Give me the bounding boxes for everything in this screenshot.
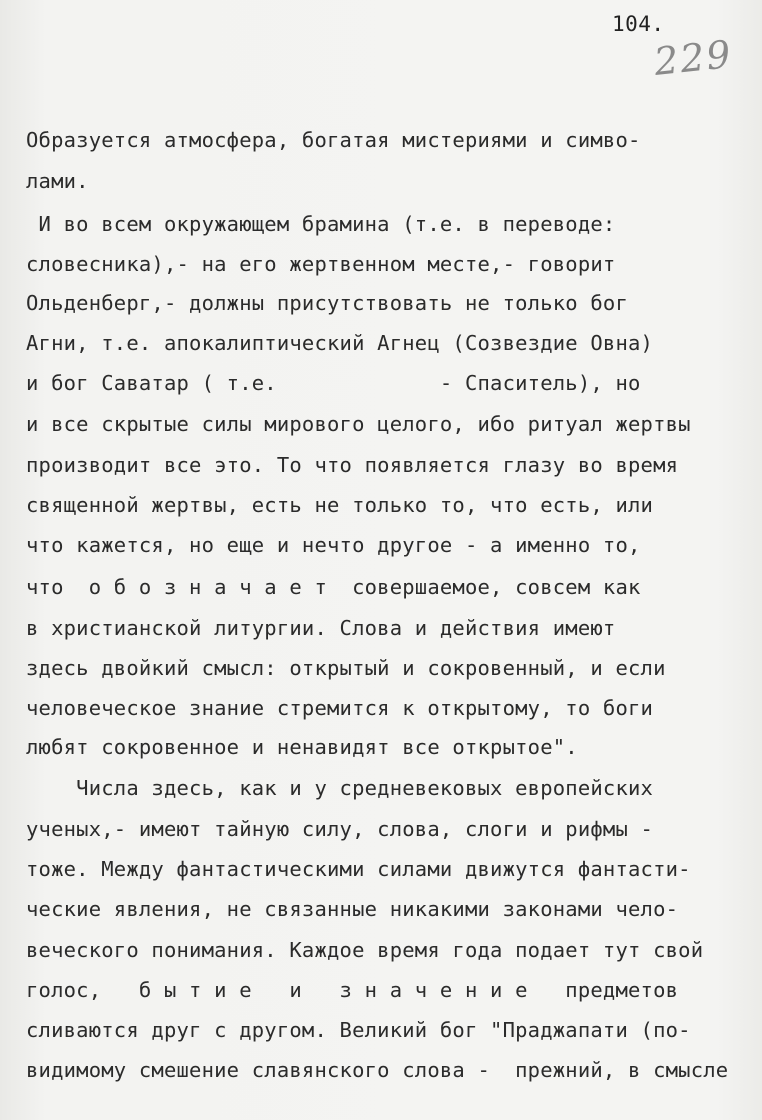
text-line: Образуется атмосфера, богатая мистериями и симво- [26,128,641,152]
text-line: голос, б ы т и е и з н а ч е н и е предметов [26,978,679,1002]
text-line: и бог Саватар ( т.е. - Спаситель), но [26,371,641,395]
page-number: 104. [612,12,665,36]
text-line: тоже. Между фантастическими силами движутся фантасти- [26,857,691,881]
text-line: словесника),- на его жертвенном месте,- говорит [26,252,616,276]
text-line: сливаются друг с другом. Великий бог "Праджапати (по- [26,1018,691,1042]
text-line: что кажется, но еще и нечто другое - а именно то, [26,533,641,557]
text-line: лами. [26,169,89,193]
text-line: производит все это. То что появляется глазу во время [26,453,679,477]
text-line: любят сокровенное и ненавидят все открытое". [26,735,578,759]
text-line: ческие явления, не связанные никакими законами чело- [26,897,679,921]
text-line: видимому смешение славянского слова - прежний, в смысле [26,1058,729,1082]
text-line: ученых,- имеют тайную силу, слова, слоги и рифмы - [26,817,654,841]
text-line: Агни, т.е. апокалиптический Агнец (Созвездие Овна) [26,331,654,355]
text-line: что о б о з н а ч а е т совершаемое, совсем как [26,575,641,599]
text-line: и все скрытые силы мирового целого, ибо ритуал жертвы [26,412,691,436]
text-line: в христианской литургии. Слова и действия имеют [26,616,616,640]
text-line: священной жертвы, есть не только то, что есть, или [26,493,654,517]
text-line: веческого понимания. Каждое время года подает тут свой [26,938,704,962]
handwritten-archive-number: 229 [651,32,735,84]
text-line: И во всем окружающем брамина (т.е. в переводе: [26,212,616,236]
text-line: человеческое знание стремится к открытому, то боги [26,696,654,720]
text-line: Ольденберг,- должны присутствовать не только бог [26,291,629,315]
text-line: Числа здесь, как и у средневековых европейских [26,776,654,800]
text-line: здесь двойкий смысл: открытый и сокровенный, и если [26,656,666,680]
